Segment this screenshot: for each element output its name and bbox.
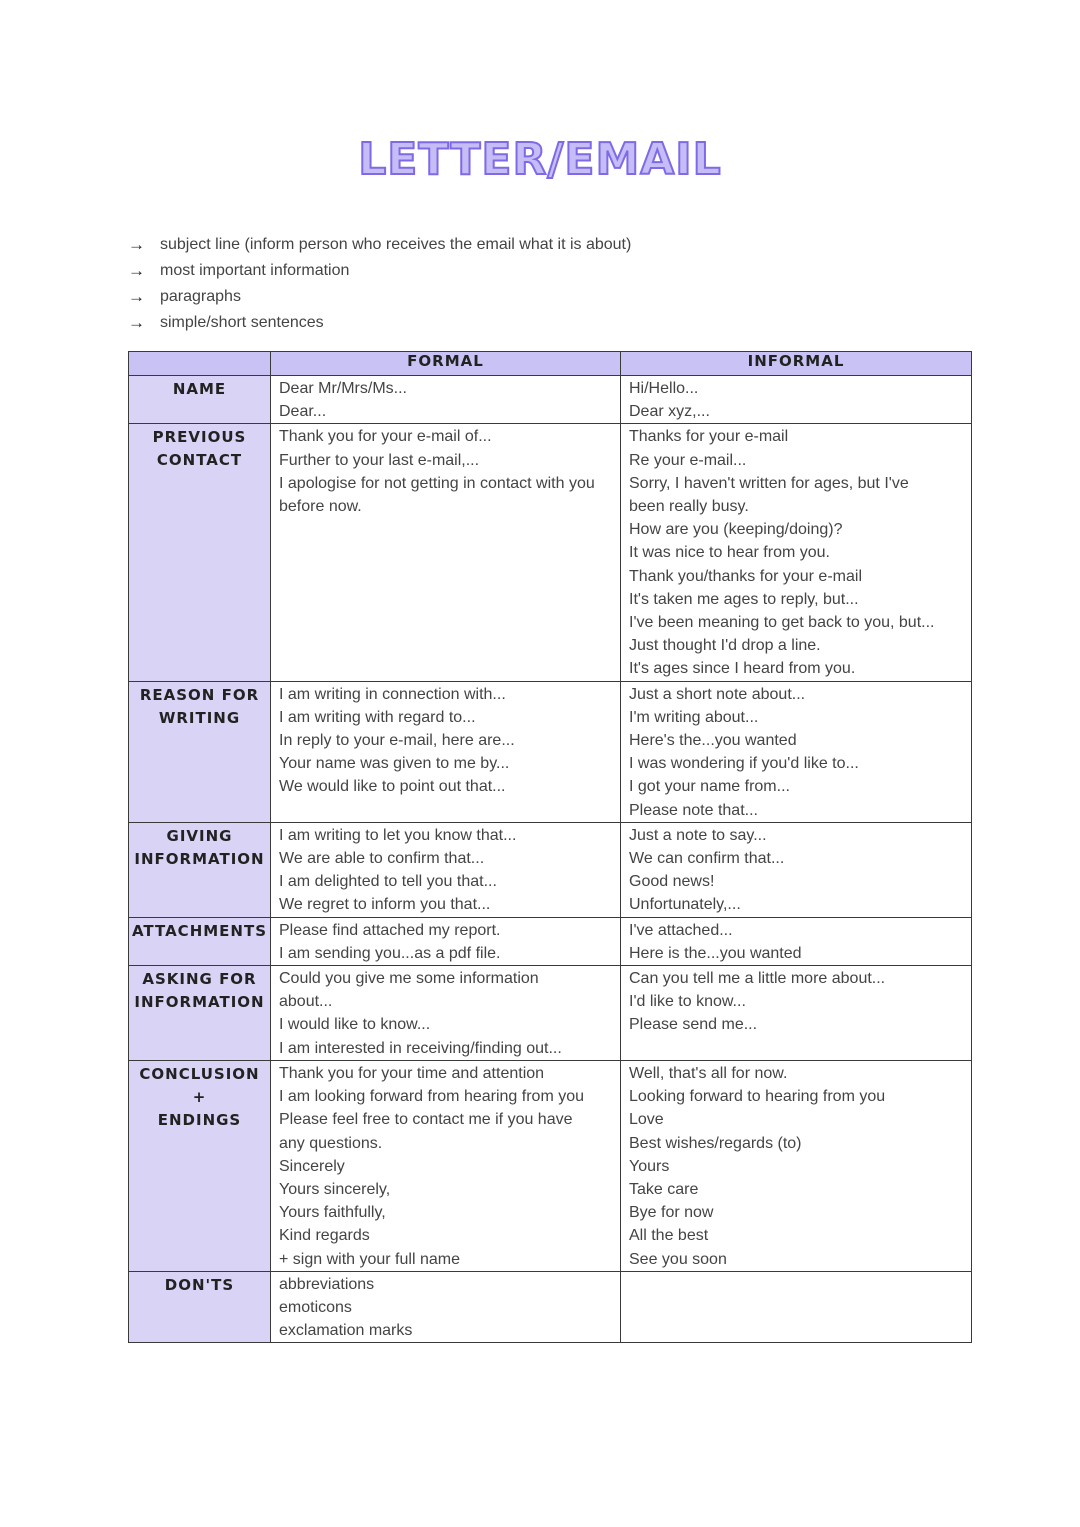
formal-phrase: We regret to inform you that...	[279, 896, 491, 914]
header-informal: INFORMAL	[621, 352, 972, 376]
formal-phrases-cell	[271, 917, 621, 965]
informal-phrase: Hi/Hello...	[629, 380, 699, 397]
informal-phrase: Unfortunately,...	[629, 896, 741, 914]
informal-phrase: Re your e-mail...	[629, 451, 747, 469]
informal-phrase: See you soon	[629, 1250, 727, 1268]
formal-phrase: exclamation marks	[279, 1322, 413, 1340]
formal-phrase: before now.	[279, 498, 362, 516]
informal-phrase: I've attached...	[629, 921, 733, 939]
formal-phrase: Dear Mr/Mrs/Ms...	[279, 380, 407, 397]
informal-phrase: I got your name from...	[629, 778, 790, 796]
arrow-right-icon: →	[128, 261, 145, 280]
table-row	[129, 966, 972, 1061]
tip-item	[128, 284, 631, 310]
header-formal: FORMAL	[271, 352, 621, 376]
informal-phrases-cell	[621, 424, 972, 681]
formal-phrase: We are able to confirm that...	[279, 850, 485, 868]
tip-text: subject line (inform person who receives the email what it is about)	[160, 236, 632, 253]
tip-text: most important information	[160, 262, 350, 279]
table-header-row	[129, 352, 972, 376]
formal-phrase: I am writing to let you know that...	[279, 826, 517, 844]
formal-phrase: Thank you for your time and attention	[279, 1064, 545, 1082]
informal-phrase: Just a short note about...	[629, 685, 806, 703]
informal-phrase: Here is the...you wanted	[629, 944, 802, 962]
row-label: REASON FOR WRITING	[129, 681, 271, 822]
formal-phrase: I am looking forward from hearing from you	[279, 1088, 585, 1106]
table-row	[129, 424, 972, 681]
formal-phrases-cell	[271, 1271, 621, 1343]
formal-phrase: Further to your last e-mail,...	[279, 451, 480, 469]
row-label: CONCLUSION + ENDINGS	[129, 1060, 271, 1271]
informal-phrase: I've been meaning to get back to you, but...	[629, 614, 935, 632]
informal-phrases-cell	[621, 966, 972, 1061]
page-title: LETTER/EMAIL	[358, 134, 722, 185]
formal-phrases-cell	[271, 966, 621, 1061]
informal-phrase: Well, that's all for now.	[629, 1064, 788, 1082]
informal-phrase: Best wishes/regards (to)	[629, 1134, 802, 1152]
formal-phrase: I am writing with regard to...	[279, 708, 476, 726]
arrow-right-icon: →	[128, 235, 145, 254]
informal-phrase: Here's the...you wanted	[629, 732, 797, 750]
row-label: ASKING FOR INFORMATION	[129, 966, 271, 1061]
informal-phrase: How are you (keeping/doing)?	[629, 521, 843, 539]
arrow-right-icon: →	[128, 287, 145, 306]
arrow-right-icon: →	[128, 313, 145, 332]
formal-phrase: Please find attached my report.	[279, 921, 501, 939]
table-row	[129, 822, 972, 917]
phrases-table	[128, 351, 972, 1343]
informal-phrase: Yours	[629, 1157, 670, 1175]
formal-phrase: Dear...	[279, 403, 327, 421]
informal-phrase: It was nice to hear from you.	[629, 544, 830, 562]
formal-phrase: + sign with your full name	[279, 1250, 460, 1268]
table-row	[129, 917, 972, 965]
informal-phrase: I'd like to know...	[629, 993, 746, 1011]
row-label: DON'TS	[129, 1271, 271, 1343]
formal-phrase: Yours sincerely,	[279, 1180, 391, 1198]
formal-phrase: I am sending you...as a pdf file.	[279, 944, 501, 962]
row-label: NAME	[129, 376, 271, 424]
informal-phrases-cell	[621, 376, 972, 424]
formal-phrase: In reply to your e-mail, here are...	[279, 732, 515, 750]
informal-phrase: been really busy.	[629, 498, 749, 516]
informal-phrase: Good news!	[629, 873, 715, 891]
informal-phrase: Can you tell me a little more about...	[629, 970, 886, 988]
formal-phrases-cell	[271, 376, 621, 424]
formal-phrases-cell	[271, 1060, 621, 1271]
formal-phrases-cell	[271, 822, 621, 917]
row-label: PREVIOUS CONTACT	[129, 424, 271, 681]
row-label: ATTACHMENTS	[129, 917, 271, 965]
formal-phrase: Thank you for your e-mail of...	[279, 428, 492, 446]
informal-phrase: I'm writing about...	[629, 708, 759, 726]
tip-text: simple/short sentences	[160, 314, 324, 331]
formal-phrase: emoticons	[279, 1298, 352, 1316]
informal-phrase: It's ages since I heard from you.	[629, 660, 856, 678]
informal-phrase: Just thought I'd drop a line.	[629, 637, 821, 655]
formal-phrase: Kind regards	[279, 1227, 370, 1245]
informal-phrase: All the best	[629, 1227, 709, 1245]
informal-phrase: Dear xyz,...	[629, 403, 710, 421]
informal-phrase: I was wondering if you'd like to...	[629, 755, 859, 773]
informal-phrase: Thank you/thanks for your e-mail	[629, 567, 862, 585]
informal-phrases-cell	[621, 681, 972, 822]
informal-phrase: Love	[629, 1111, 664, 1129]
table-row	[129, 1271, 972, 1343]
formal-phrase: I am delighted to tell you that...	[279, 873, 497, 891]
row-label: GIVING INFORMATION	[129, 822, 271, 917]
informal-phrases-cell	[621, 1271, 972, 1343]
informal-phrase: It's taken me ages to reply, but...	[629, 590, 859, 608]
table-row	[129, 376, 972, 424]
formal-phrases-cell	[271, 681, 621, 822]
tip-text: paragraphs	[160, 288, 241, 305]
formal-phrase: Sincerely	[279, 1157, 345, 1175]
formal-phrases-cell	[271, 424, 621, 681]
table-row	[129, 1060, 972, 1271]
informal-phrases-cell	[621, 917, 972, 965]
formal-phrase: Could you give me some information	[279, 970, 539, 988]
formal-phrase: I am interested in receiving/finding out...	[279, 1039, 562, 1057]
tip-item	[128, 310, 631, 336]
formal-phrase: Please feel free to contact me if you have	[279, 1111, 573, 1129]
informal-phrase: Please note that...	[629, 801, 758, 819]
formal-phrase: abbreviations	[279, 1275, 375, 1293]
informal-phrases-cell	[621, 1060, 972, 1271]
tips-list	[128, 232, 631, 336]
formal-phrase: any questions.	[279, 1134, 383, 1152]
formal-phrase: I am writing in connection with...	[279, 685, 506, 703]
informal-phrase: We can confirm that...	[629, 850, 785, 868]
formal-phrase: Your name was given to me by...	[279, 755, 510, 773]
tip-item	[128, 258, 631, 284]
informal-phrase: Thanks for your e-mail	[629, 428, 789, 446]
table-row	[129, 681, 972, 822]
informal-phrase: Bye for now	[629, 1204, 714, 1222]
formal-phrase: about...	[279, 993, 333, 1011]
formal-phrase: I would like to know...	[279, 1016, 431, 1034]
informal-phrase: Sorry, I haven't written for ages, but I've	[629, 474, 909, 492]
formal-phrase: I apologise for not getting in contact with you	[279, 474, 595, 492]
formal-phrase: We would like to point out that...	[279, 778, 506, 796]
informal-phrase: Looking forward to hearing from you	[629, 1088, 886, 1106]
informal-phrase: Just a note to say...	[629, 826, 767, 844]
informal-phrase: Take care	[629, 1180, 699, 1198]
informal-phrases-cell	[621, 822, 972, 917]
informal-phrase: Please send me...	[629, 1016, 758, 1034]
formal-phrase: Yours faithfully,	[279, 1204, 386, 1222]
tip-item	[128, 232, 631, 258]
header-category	[129, 352, 271, 376]
